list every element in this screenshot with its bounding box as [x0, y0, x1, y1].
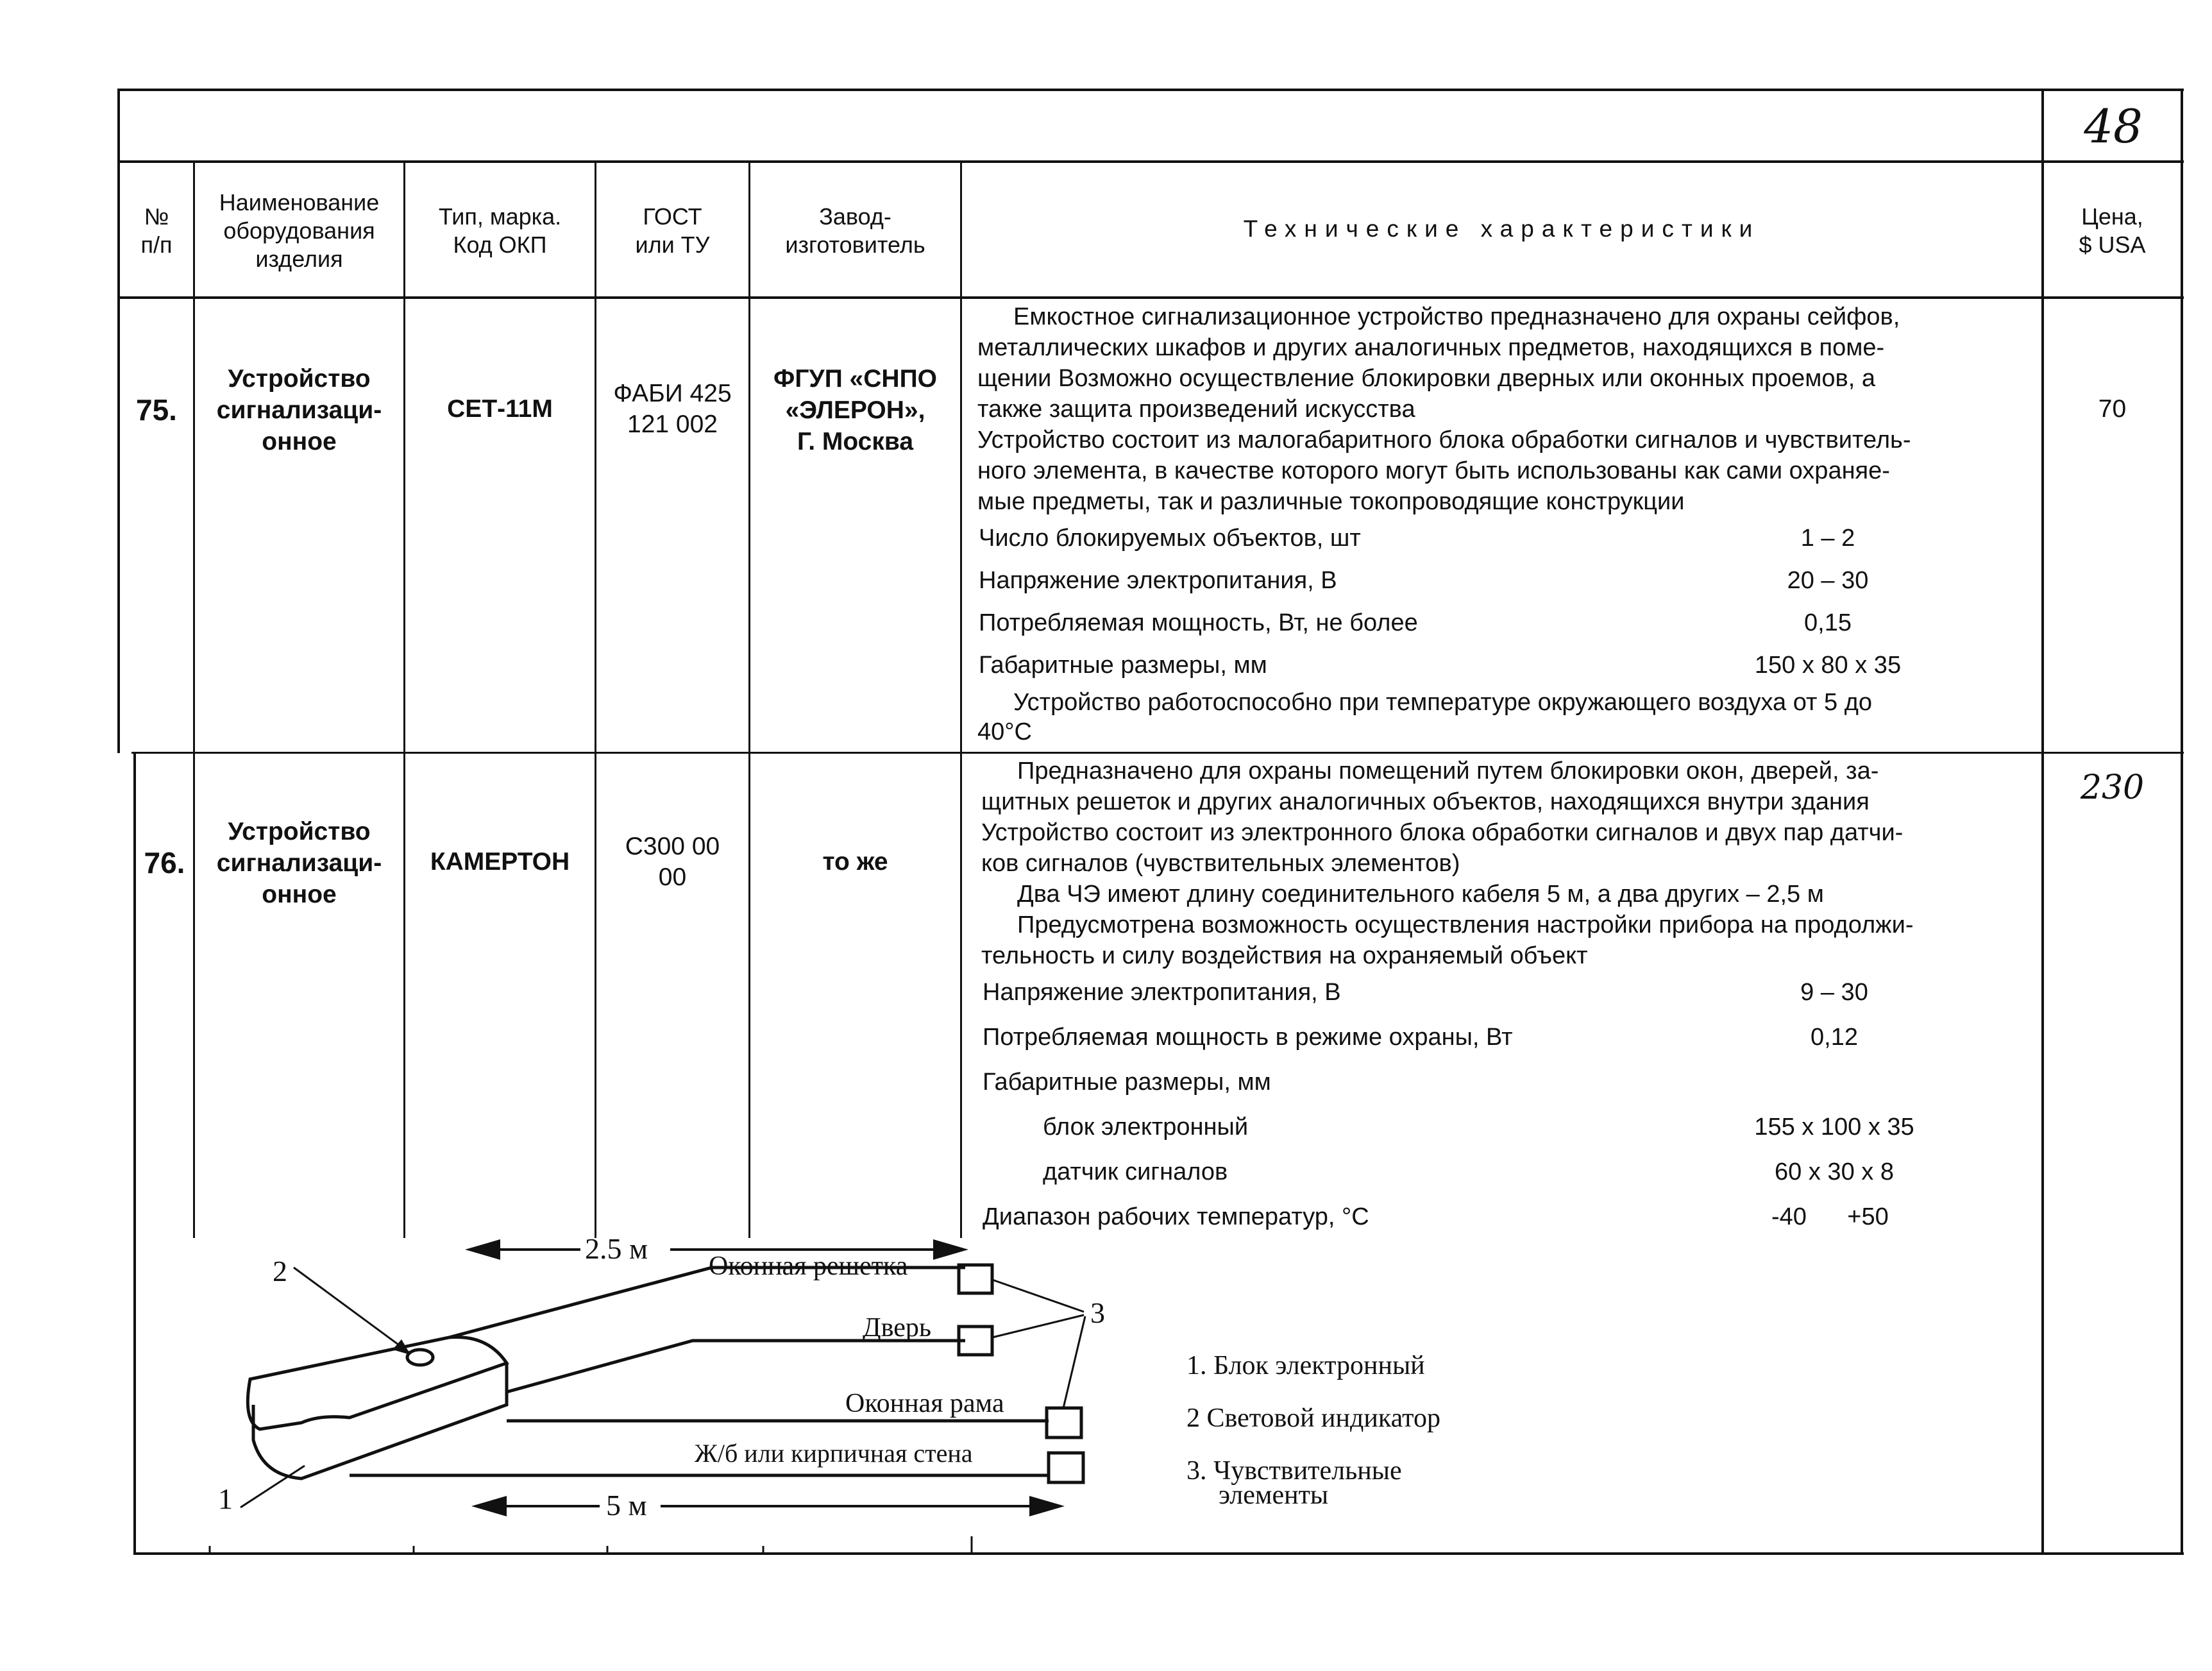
row-75-param-value: 1 – 2	[1800, 525, 1855, 552]
row-75-temperature-note: Устройство работоспособно при температуре окружающего воздуха от 5 до 40°С	[977, 689, 1872, 745]
row-75-param-value: 0,15	[1804, 609, 1852, 636]
leader-3-frame	[1063, 1316, 1085, 1408]
header-maker: Завод- изготовитель	[785, 203, 925, 258]
row-76-maker: то же	[822, 848, 888, 876]
cable-to-door	[507, 1341, 965, 1392]
leader-3-door	[992, 1315, 1084, 1337]
row-76-price: 230	[2080, 768, 2145, 807]
diagram-legend: 1. Блок электронный 2 Световой индикатор 3. Чувствительные элементы	[1186, 1351, 1440, 1510]
frame-tick-marks	[210, 1536, 972, 1555]
row-75-num: 75.	[136, 393, 177, 427]
header-type: Тип, марка. Код ОКП	[438, 203, 562, 258]
arrowhead-bottom-right	[1029, 1496, 1065, 1516]
sensor-window-grille	[959, 1265, 992, 1293]
marker-2: 2	[273, 1255, 287, 1287]
light-indicator-icon	[407, 1350, 433, 1365]
row-75-param-label: Потребляемая мощность, Вт, не более	[979, 609, 1418, 636]
sensor-wall	[1049, 1453, 1083, 1482]
row-76-param-value: 60 x 30 x 8	[1775, 1158, 1894, 1185]
row-76-param-value: -40 +50	[1771, 1203, 1889, 1230]
leader-3-grille	[992, 1280, 1084, 1312]
marker-3: 3	[1090, 1296, 1105, 1329]
row-75-name: Устройство сигнализаци- онное	[216, 365, 382, 455]
row-76-param-label: Диапазон рабочих температур, °С	[983, 1203, 1369, 1230]
label-window-frame: Оконная рама	[845, 1389, 1004, 1418]
row-76-gost: С300 00 00	[625, 833, 720, 891]
header-specs: Технические характеристики	[1243, 216, 1760, 242]
electronic-block-top	[248, 1337, 507, 1430]
row-76-description: Предназначено для охраны помещений путем блокировки окон, дверей, за- щитных решеток и других аналогичных объектов, находящихся внутри здания Устройство состоит из электронного блока обработки сигналов и двух пар датчи- ков сигналов (чувствительных элементов) Два ЧЭ имеют длину соединительного кабеля 5 м, а два других – 2,5 м Предусмотрена возможность осуществления настройки прибора на продолжи- тельность и силу воздействия на охраняемый объект	[981, 758, 1914, 969]
row-76-param-value: 155 x 100 x 35	[1754, 1114, 1914, 1141]
dimension-bottom-label: 5 м	[606, 1489, 647, 1522]
row-75-param-value: 20 – 30	[1787, 567, 1869, 594]
row-76-param-label: блок электронный	[1043, 1114, 1249, 1141]
row-76-param-value: 9 – 30	[1800, 979, 1868, 1006]
header-price: Цена, $ USA	[2079, 203, 2146, 258]
label-door: Дверь	[863, 1313, 932, 1343]
leader-1	[241, 1466, 305, 1507]
header-name: Наименование оборудования изделия	[219, 189, 380, 272]
row-75-type: СЕТ-11М	[447, 395, 553, 423]
label-wall: Ж/б или кирпичная стена	[695, 1439, 973, 1468]
row-76-num: 76.	[144, 846, 185, 879]
row-75-param-label: Число блокируемых объектов, шт	[979, 525, 1361, 552]
dimension-top-label: 2.5 м	[585, 1232, 648, 1265]
row-76-param-label: Напряжение электропитания, В	[983, 979, 1341, 1006]
row-75-param-label: Габаритные размеры, мм	[979, 652, 1267, 679]
marker-1: 1	[218, 1482, 233, 1515]
row-75-description: Емкостное сигнализационное устройство предназначено для охраны сейфов, металлических шкафов и других аналогичных предметов, находящихся в поме- щении Возможно осуществление блокировки дверных или оконных проемов, а также защита произведений искусства Устройство состоит из малогабаритного блока обработки сигналов и чувствитель- ного элемента, в качестве которого могут быть использованы как сами охраняе- мые предметы, так и различные токопроводящие конструкции	[977, 303, 1911, 515]
sensor-window-frame	[1047, 1408, 1081, 1438]
row-76-name: Устройство сигнализаци- онное	[216, 818, 382, 908]
arrowhead-top-right	[933, 1239, 968, 1260]
row-75-gost: ФАБИ 425 121 002	[613, 380, 732, 438]
leader-2	[294, 1268, 410, 1353]
label-window-grille: Оконная решетка	[709, 1251, 908, 1281]
header-gost: ГОСТ или ТУ	[635, 203, 710, 258]
row-76-param-label: Габаритные размеры, мм	[983, 1069, 1271, 1096]
row-75-maker: ФГУП «СНПО «ЭЛЕРОН», Г. Москва	[773, 365, 937, 455]
row-75-param-value: 150 x 80 x 35	[1754, 652, 1902, 679]
arrowhead-top-left	[465, 1239, 500, 1260]
row-75-price: 70	[2098, 395, 2127, 423]
row-76-param-value: 0,12	[1811, 1024, 1858, 1051]
row-76-type: КАМЕРТОН	[430, 848, 570, 876]
electronic-block-body	[253, 1363, 507, 1479]
row-76-param-label: Потребляемая мощность в режиме охраны, Вт	[983, 1024, 1513, 1051]
row-76-param-label: датчик сигналов	[1043, 1158, 1228, 1185]
row-75-param-label: Напряжение электропитания, В	[979, 567, 1337, 594]
page-number: 48	[2084, 99, 2143, 153]
header-num: № п/п	[140, 203, 173, 258]
arrowhead-bottom-left	[471, 1496, 507, 1516]
